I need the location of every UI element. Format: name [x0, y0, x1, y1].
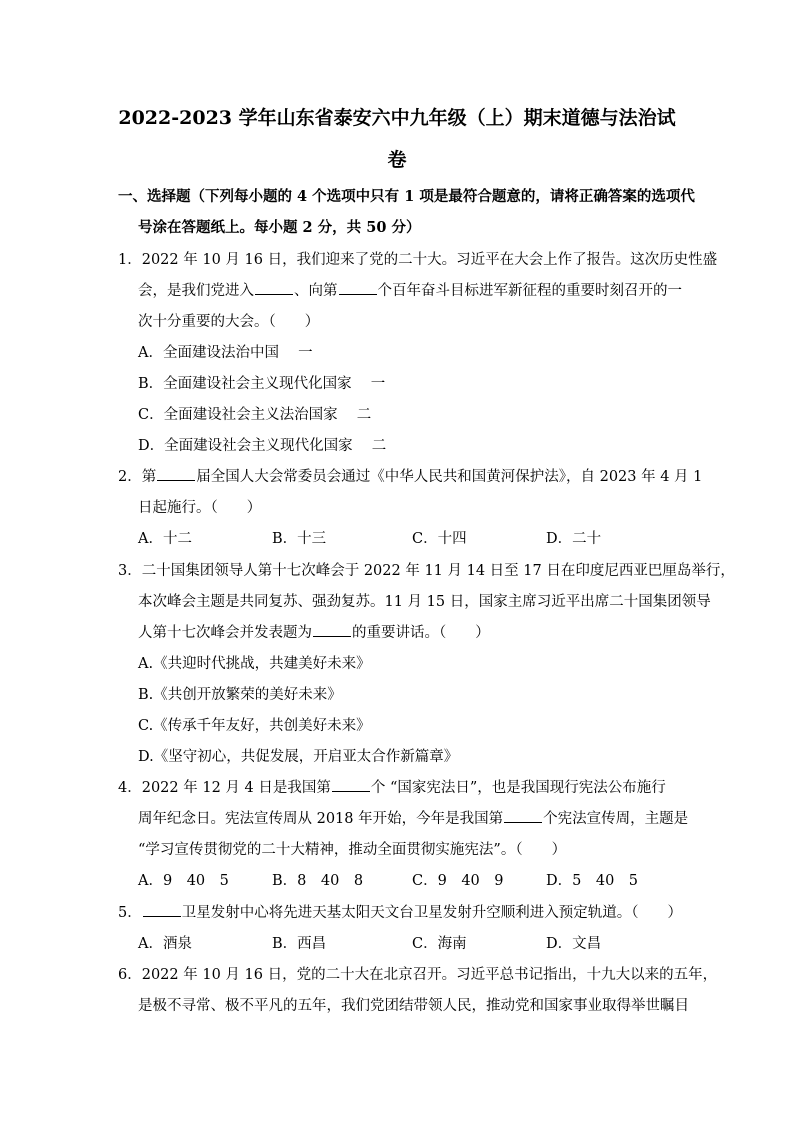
- q4-stem-line3: “学习宣传贯彻党的二十大精神，推动全面贯彻实施宪法”。（ ）: [138, 842, 567, 858]
- q4-stem-line1: [118, 778, 666, 798]
- answer-blank: [332, 779, 370, 792]
- q3-text-a: 人第十七次峰会并发表题为: [138, 625, 312, 641]
- q2-text-a: 2．第: [118, 469, 157, 485]
- q1-text-b: 、向第: [294, 283, 338, 299]
- q3-stem-line2: 本次峰会主题是共同复苏、强劲复苏。11 月 15 日，国家主席习近平出席二十国集团领导: [138, 594, 711, 610]
- q4-option-c: C．9 40 9: [412, 873, 504, 889]
- q1-text-a: 会，是我们党进入: [138, 283, 254, 299]
- q4-option-d: D．5 40 5: [546, 873, 639, 889]
- q3-option-a: A.《共迎时代挑战，共建美好未来》: [138, 656, 371, 672]
- q1-stem-line2: [138, 281, 682, 301]
- q5-stem-line1: [118, 903, 682, 923]
- q1-option-a: A．全面建设法治中国 一: [138, 345, 313, 361]
- q1-option-b: B．全面建设社会主义现代化国家 一: [138, 376, 386, 392]
- section-heading-line2: 号涂在答题纸上。每小题 2 分，共 50 分）: [138, 219, 421, 236]
- section-heading-line1: 一、选择题（下列每小题的 4 个选项中只有 1 项是最符合题意的，请将正确答案的选项代: [118, 188, 695, 205]
- q4-option-a: A．9 40 5: [138, 873, 229, 889]
- q5-option-d: D．文昌: [546, 936, 602, 952]
- q2-option-a: A．十二: [138, 531, 192, 547]
- answer-blank: [143, 904, 181, 917]
- q1-stem-line1: 1．2022 年 10 月 16 日，我们迎来了党的二十大。习近平在大会上作了报告。这次历史性盛: [118, 252, 718, 268]
- q3-option-c: C.《传承千年友好，共创美好未来》: [138, 718, 371, 734]
- q5-option-c: C．海南: [412, 936, 467, 952]
- q2-stem-line2: 日起施行。（ ）: [138, 500, 262, 516]
- q3-stem-line3: [138, 623, 490, 643]
- q4-text-d: 个宪法宣传周，主题是: [543, 811, 689, 827]
- q3-option-b: B.《共创开放繁荣的美好未来》: [138, 687, 342, 703]
- answer-blank: [504, 810, 542, 823]
- q1-option-c: C．全面建设社会主义法治国家 二: [138, 407, 372, 423]
- answer-blank: [339, 282, 377, 295]
- q5-option-a: A．酒泉: [138, 936, 192, 952]
- exam-title-line1: 2022-2023 学年山东省泰安六中九年级（上）期末道德与法治试: [118, 107, 676, 129]
- q1-stem-line3: 次十分重要的大会。（ ）: [138, 314, 320, 330]
- q5-option-b: B．西昌: [272, 936, 327, 952]
- q5-text-b: 卫星发射中心将先进天基太阳天文台卫星发射升空顺利进入预定轨道。（ ）: [181, 905, 682, 921]
- q4-stem-line2: [138, 809, 688, 829]
- q4-text-c: 周年纪念日。宪法宣传周从 2018 年开始，今年是我国第: [138, 811, 504, 827]
- q3-text-b: 的重要讲话。（ ）: [352, 625, 490, 641]
- q3-option-d: D.《坚守初心，共促发展，开启亚太合作新篇章》: [138, 749, 459, 765]
- exam-title-line2: 卷: [387, 149, 407, 171]
- q2-stem-line1: [118, 467, 702, 487]
- q6-stem-line1: 6．2022 年 10 月 16 日，党的二十大在北京召开。习近平总书记指出，十九大以来的五年，: [118, 967, 718, 983]
- q2-option-d: D．二十: [546, 531, 602, 547]
- q3-stem-line1: 3．二十国集团领导人第十七次峰会于 2022 年 11 月 14 日至 17 日在印度尼西亚巴厘岛举行，: [118, 563, 735, 579]
- q6-stem-line2: 是极不寻常、极不平凡的五年，我们党团结带领人民，推动党和国家事业取得举世瞩目: [138, 998, 689, 1014]
- answer-blank: [313, 624, 351, 637]
- q4-option-b: B．8 40 8: [272, 873, 364, 889]
- answer-blank: [255, 282, 293, 295]
- q4-text-a: 4．2022 年 12 月 4 日是我国第: [118, 780, 331, 796]
- q1-option-d: D．全面建设社会主义现代化国家 二: [138, 438, 387, 454]
- q5-text-a: 5．: [118, 905, 142, 921]
- q4-text-b: 个 “国家宪法日”，也是我国现行宪法公布施行: [370, 780, 666, 796]
- q2-option-b: B．十三: [272, 531, 327, 547]
- answer-blank: [157, 468, 195, 481]
- q1-text-c: 个百年奋斗目标进军新征程的重要时刻召开的一: [377, 283, 682, 299]
- q2-option-c: C．十四: [412, 531, 467, 547]
- q2-text-b: 届全国人大会常委员会通过《中华人民共和国黄河保护法》，自 2023 年 4 月 1: [196, 469, 703, 485]
